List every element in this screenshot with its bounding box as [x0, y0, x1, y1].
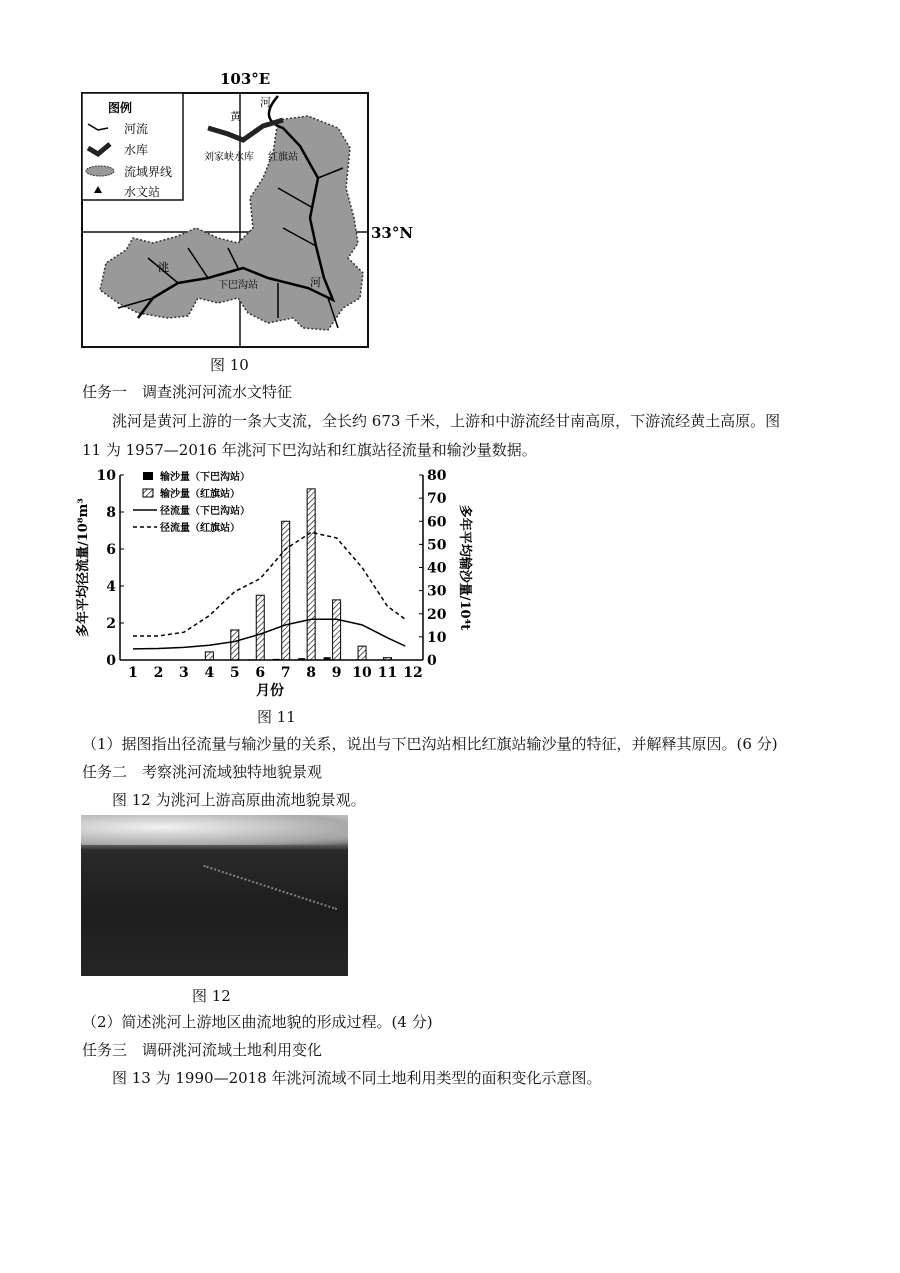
- bar-sediment-hongqi: [333, 600, 341, 660]
- question-2: （2）简述洮河上游地区曲流地貌的形成过程。(4 分): [82, 1013, 433, 1031]
- legend-station: 水文站: [124, 185, 161, 199]
- x-tick-label: 9: [331, 665, 342, 681]
- left-tick-label: 0: [106, 653, 116, 669]
- right-tick-label: 40: [427, 560, 447, 577]
- latitude-label: 33°N: [371, 224, 414, 242]
- task3-para: 图 13 为 1990—2018 年洮河流域不同土地利用类型的面积变化示意图。: [112, 1069, 602, 1087]
- x-tick-label: 12: [403, 665, 423, 681]
- bar-sediment-hongqi: [256, 595, 264, 660]
- line-runoff-xiabagou: [133, 619, 405, 649]
- legend-river: 河流: [124, 122, 149, 136]
- task1-title: 任务一 调查洮河河流水文特征: [82, 383, 293, 401]
- left-tick-label: 10: [96, 468, 116, 484]
- question-1: （1）据图指出径流量与输沙量的关系，说出与下巴沟站相比红旗站输沙量的特征，并解释其原因。(6 分): [82, 735, 778, 753]
- label-hongqi-station: 红旗站: [268, 152, 298, 163]
- x-tick-label: 4: [204, 665, 215, 681]
- task2-para: 图 12 为洮河上游高原曲流地貌景观。: [112, 791, 366, 809]
- right-tick-label: 50: [427, 537, 447, 554]
- legend-swatch-sediment-xiabagou: [143, 472, 153, 480]
- task3-title: 任务三 调研洮河流域土地利用变化: [82, 1041, 323, 1059]
- right-axis-label: 多年平均输沙量/10⁴t: [457, 504, 472, 631]
- bar-sediment-xiabagou: [273, 659, 280, 660]
- x-tick-label: 11: [377, 665, 398, 681]
- x-tick-label: 2: [153, 665, 164, 681]
- right-tick-label: 20: [427, 606, 447, 623]
- x-tick-label: 7: [280, 665, 291, 681]
- left-axis-label: 多年平均径流量/10⁸m³: [76, 498, 91, 637]
- right-tick-label: 10: [427, 629, 447, 646]
- bar-sediment-hongqi: [358, 646, 366, 660]
- legend-label: 输沙量（红旗站）: [160, 489, 240, 500]
- figure-12-photo: [81, 815, 348, 976]
- figure-11-caption: 图 11: [257, 708, 296, 726]
- task2-title: 任务二 考察洮河流域独特地貌景观: [82, 763, 323, 781]
- right-tick-label: 30: [427, 583, 447, 600]
- left-tick-label: 2: [106, 616, 116, 632]
- reservoir-shape: [208, 120, 283, 140]
- left-tick-label: 8: [106, 505, 116, 521]
- left-tick-label: 6: [106, 542, 116, 558]
- label-tao: 洮: [158, 261, 169, 274]
- label-reservoir: 刘家峡水库: [204, 152, 254, 163]
- left-tick-label: 4: [106, 579, 116, 595]
- x-tick-label: 5: [229, 665, 240, 681]
- legend-reservoir: 水库: [124, 143, 149, 157]
- bar-sediment-xiabagou: [298, 658, 305, 660]
- bar-sediment-hongqi: [307, 489, 315, 660]
- right-tick-label: 60: [427, 514, 447, 531]
- figure-12-caption: 图 12: [192, 987, 231, 1005]
- figure-11-chart: [76, 460, 475, 700]
- right-tick-label: 70: [427, 491, 447, 508]
- x-axis-label: 月份: [256, 683, 284, 699]
- x-tick-label: 10: [352, 665, 372, 681]
- legend-label: 输沙量（下巴沟站）: [160, 472, 250, 483]
- bar-sediment-xiabagou: [324, 657, 331, 660]
- label-he-2: 河: [310, 276, 321, 289]
- x-tick-label: 3: [179, 665, 189, 681]
- right-tick-label: 80: [427, 468, 447, 484]
- bar-sediment-hongqi: [384, 658, 392, 660]
- legend-label: 径流量（下巴沟站）: [160, 506, 250, 517]
- legend-title: 图例: [108, 101, 133, 115]
- bar-sediment-xiabagou: [247, 659, 254, 660]
- legend-label: 径流量（红旗站）: [160, 523, 240, 534]
- task1-para-2: 11 为 1957—2016 年洮河下巴沟站和红旗站径流量和输沙量数据。: [82, 441, 537, 459]
- task1-para-1: 洮河是黄河上游的一条大支流，全长约 673 千米，上游和中游流经甘南高原，下游流经黄土高原。图: [112, 412, 781, 430]
- x-tick-label: 6: [255, 665, 266, 681]
- basin-icon: [86, 166, 114, 176]
- label-he: 河: [260, 96, 271, 109]
- label-xiabagou-station: 下巴沟站: [218, 280, 258, 291]
- label-huang: 黄: [230, 110, 241, 123]
- bar-sediment-hongqi: [205, 652, 213, 660]
- legend-basin: 流域界线: [124, 165, 173, 179]
- figure-10-caption: 图 10: [210, 356, 249, 374]
- line-runoff-hongqi: [133, 532, 405, 636]
- bar-sediment-hongqi: [282, 521, 290, 660]
- x-tick-label: 8: [306, 665, 317, 681]
- figure-10-map: [78, 68, 418, 358]
- bar-sediment-hongqi: [231, 630, 239, 660]
- legend-swatch-sediment-hongqi: [143, 489, 153, 497]
- longitude-label: 103°E: [220, 70, 271, 88]
- right-tick-label: 0: [427, 653, 437, 669]
- x-tick-label: 1: [128, 665, 138, 681]
